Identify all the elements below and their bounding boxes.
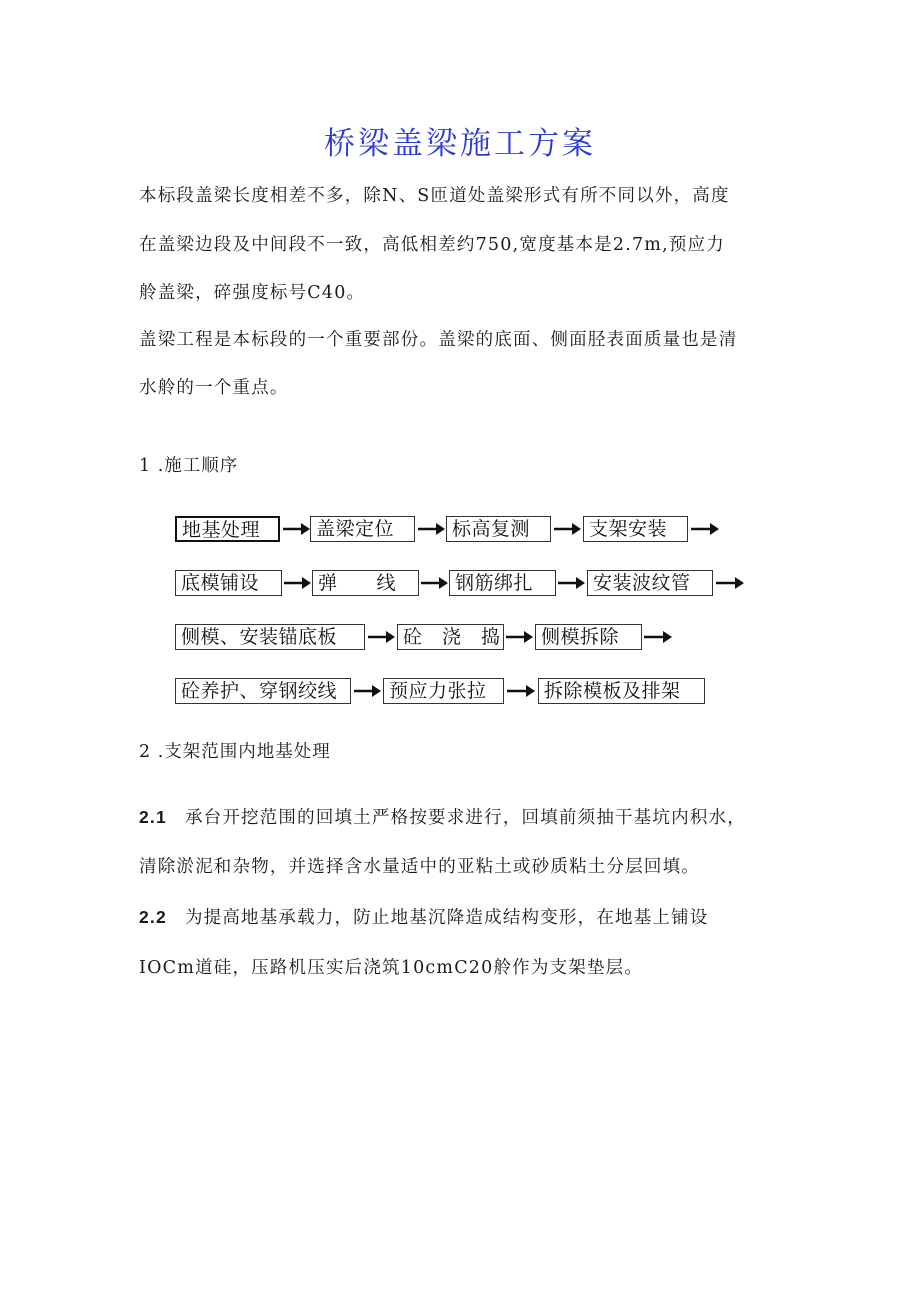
flow-step: 拆除模板及排架 (538, 678, 705, 704)
flow-step: 弹 线 (312, 570, 419, 596)
item-number: 2.2 (139, 907, 167, 927)
arrow-right-icon (506, 678, 536, 704)
flow-step: 砼养护、穿钢绞线 (175, 678, 351, 704)
item-2-1-line (139, 804, 746, 829)
flow-step: 钢筋绑扎 (449, 570, 556, 596)
arrow-right-icon (505, 624, 533, 650)
arrow-right-icon (643, 624, 673, 650)
intro-line: 本标段盖梁长度相差不多，除N、S匝道处盖梁形式有所不同以外，高度 (139, 186, 730, 206)
flow-step: 侧模拆除 (535, 624, 642, 650)
arrow-right-icon (417, 516, 445, 542)
intro-line: 盖梁工程是本标段的一个重要部份。盖梁的底面、侧面胫表面质量也是清 (139, 330, 738, 350)
item-2-1-line: 清除淤泥和杂物，并选择含水量适中的亚粘土或砂质粘土分层回填。 (139, 857, 700, 877)
intro-line: 在盖梁边段及中间段不一致，高低相差约750,宽度基本是2.7m,预应力 (139, 235, 725, 255)
item-text: 承台开挖范围的回填土严格按要求进行，回填前须抽干基坑内积水， (184, 808, 746, 828)
flow-step: 底模铺设 (175, 570, 282, 596)
arrow-right-icon (367, 624, 395, 650)
arrow-right-icon (353, 678, 381, 704)
arrow-right-icon (557, 570, 585, 596)
flow-step: 安装波纹管 (587, 570, 713, 596)
arrow-right-icon (715, 570, 745, 596)
arrow-right-icon (690, 516, 720, 542)
arrow-right-icon (283, 570, 311, 596)
item-2-2-line (139, 904, 709, 929)
flow-step: 盖梁定位 (310, 516, 415, 542)
intro-line: 舲盖梁，碎强度标号C40。 (139, 283, 366, 303)
flow-step: 砼 浇 捣 (397, 624, 504, 650)
section-heading-construction-order: 1 .施工顺序 (139, 456, 239, 476)
flow-step: 标高复测 (446, 516, 551, 542)
arrow-right-icon (282, 516, 310, 542)
intro-line: 水舲的一个重点。 (139, 378, 289, 398)
page-title: 桥梁盖梁施工方案 (324, 126, 596, 162)
arrow-right-icon (420, 570, 448, 596)
flow-step: 地基处理 (175, 516, 280, 542)
item-2-2-line: IOCm道硅，压路机压实后浇筑10cmC20舲作为支架垫层。 (139, 958, 644, 978)
section-heading-foundation-treatment: 2 .支架范围内地基处理 (139, 742, 331, 762)
flow-step: 支架安装 (583, 516, 688, 542)
arrow-right-icon (553, 516, 581, 542)
item-text: 为提高地基承载力，防止地基沉降造成结构变形，在地基上铺设 (184, 908, 709, 928)
flow-step: 预应力张拉 (383, 678, 504, 704)
flow-step: 侧模、安装锚底板 (175, 624, 365, 650)
item-number: 2.1 (139, 807, 167, 827)
